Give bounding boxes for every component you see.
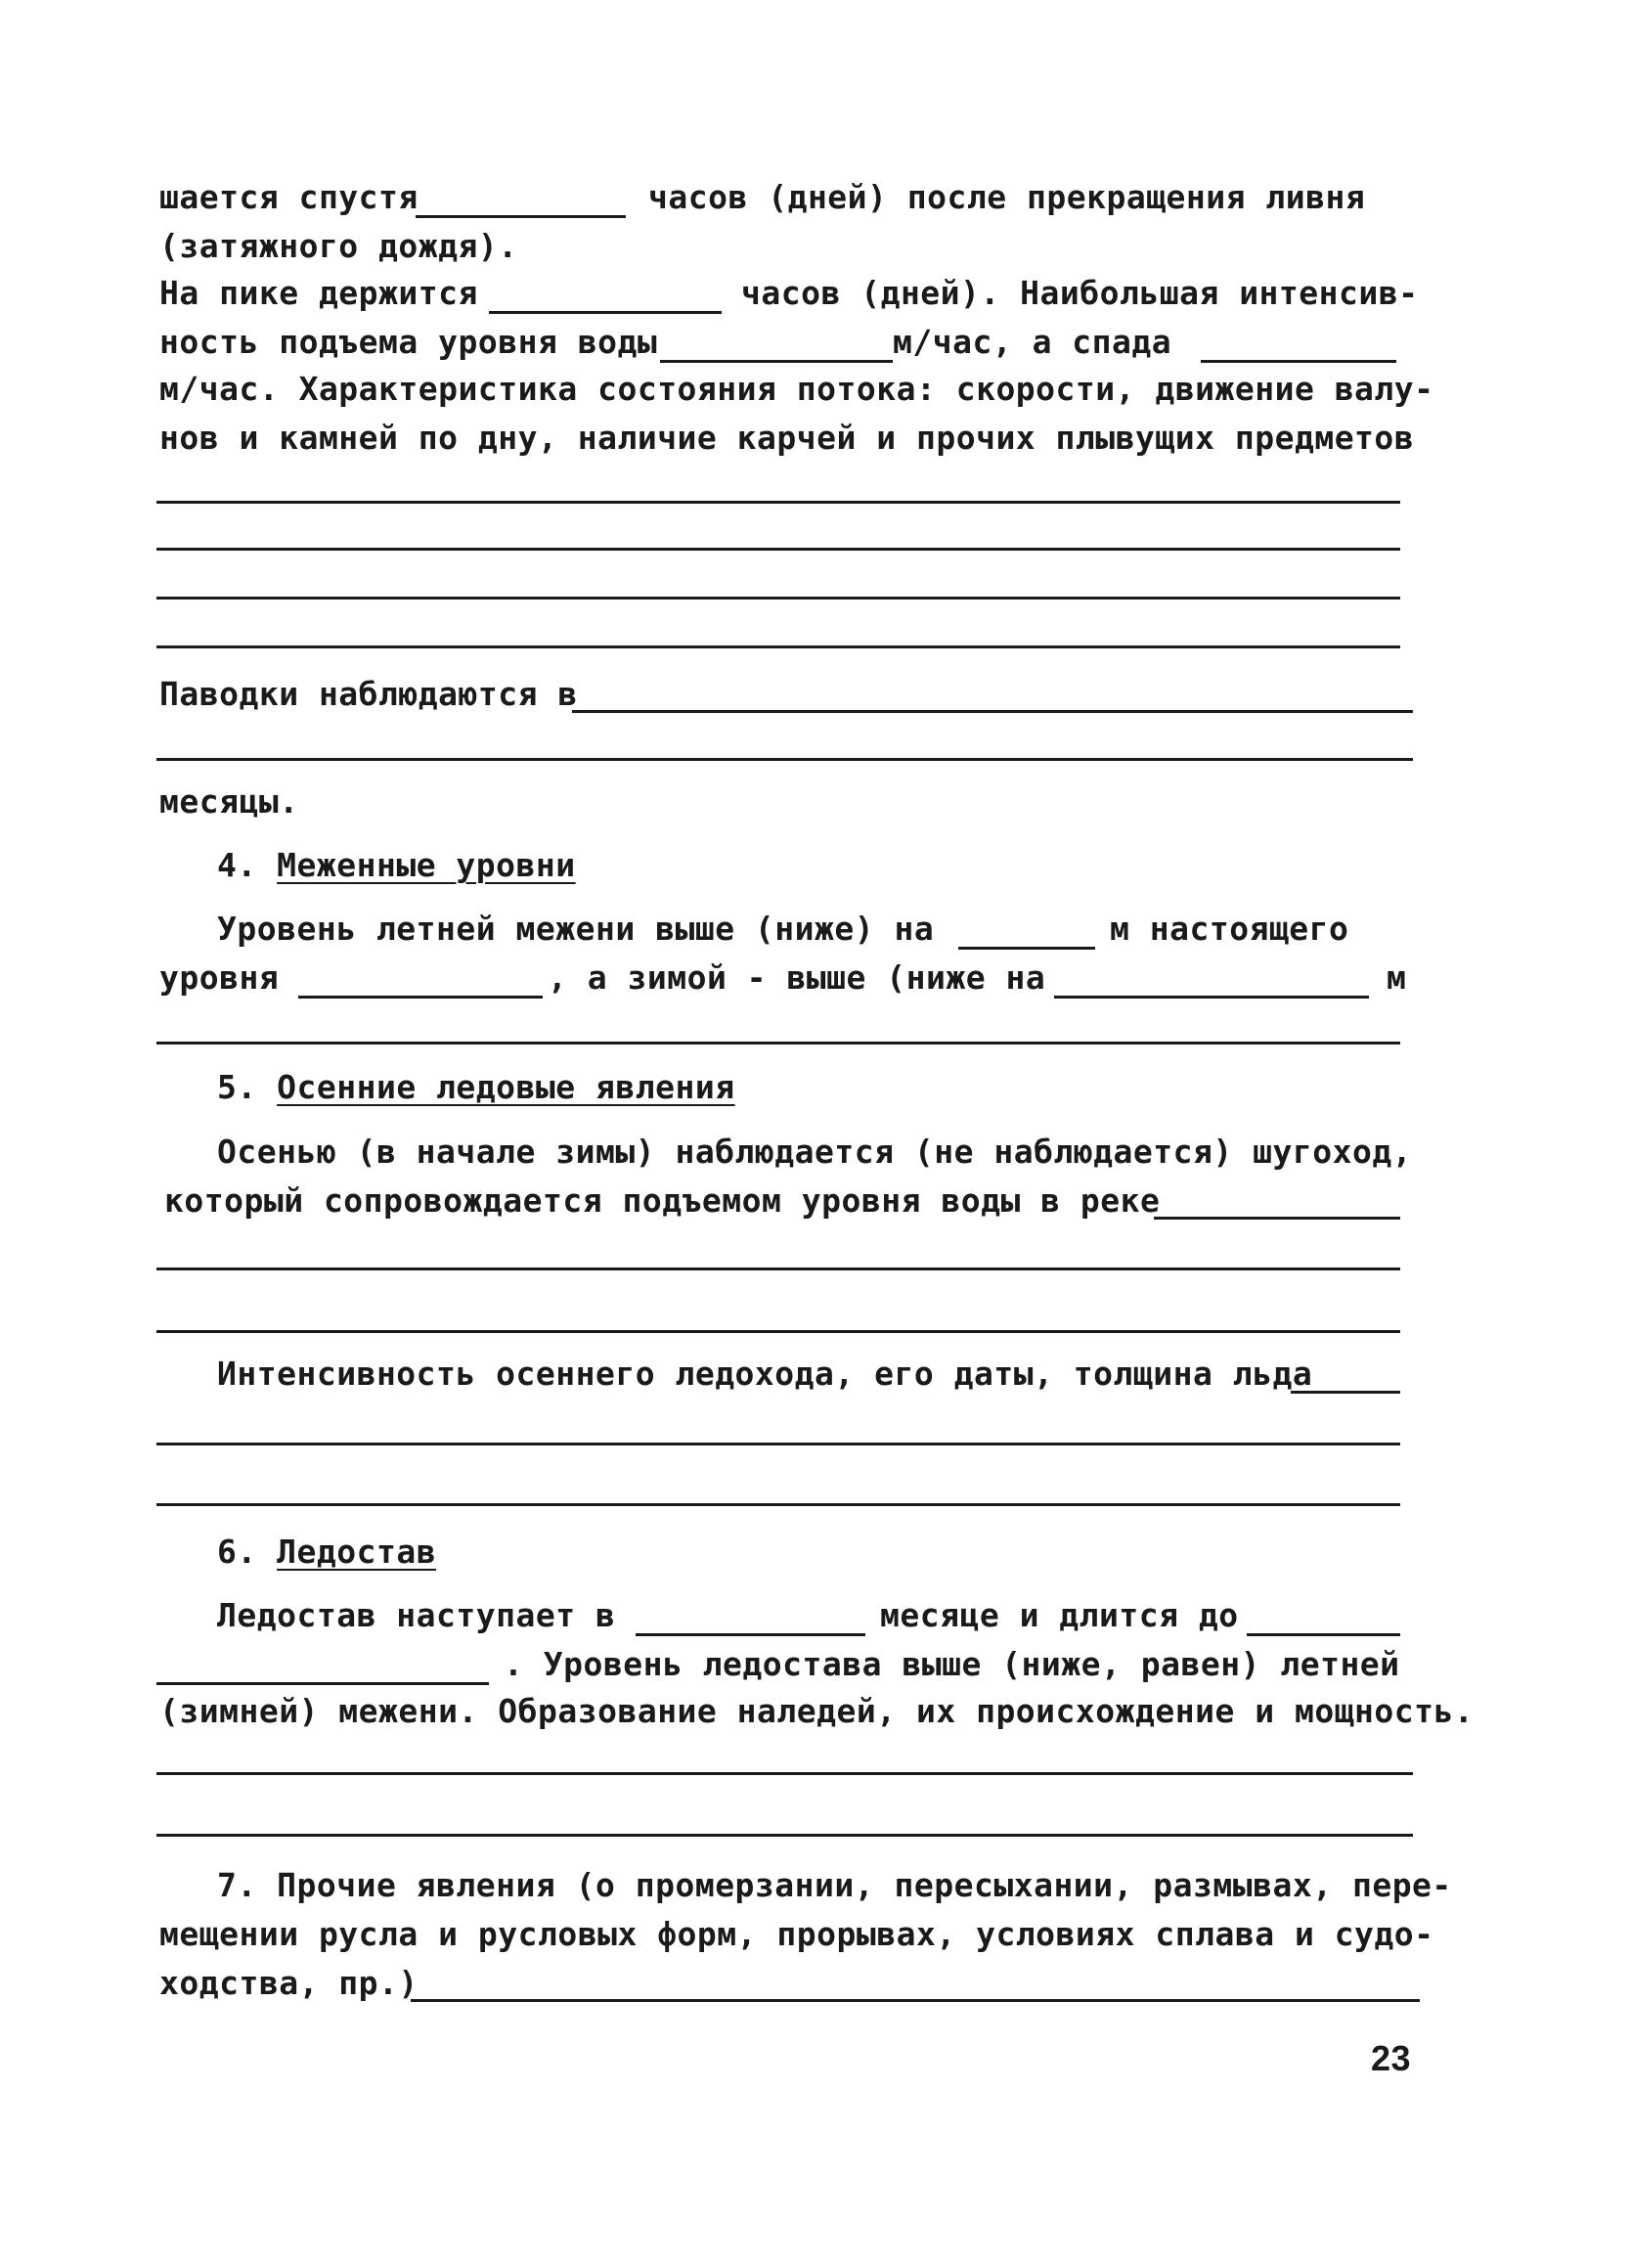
section-heading — [217, 846, 576, 885]
section-number: 5. — [217, 1068, 257, 1106]
section-number: 6. — [217, 1533, 257, 1571]
text-line: часов (дней) после прекращения ливня — [648, 178, 1366, 216]
fill-in-line[interactable] — [156, 758, 1413, 761]
fill-in-line[interactable] — [156, 1772, 1413, 1775]
section-heading — [217, 1068, 735, 1107]
text-line: м настоящего — [1110, 910, 1349, 948]
page-number: 23 — [1371, 2038, 1412, 2078]
fill-in-line[interactable] — [156, 548, 1400, 551]
text-line: Ледостав наступает в — [217, 1596, 616, 1634]
fill-in-blank[interactable] — [298, 996, 543, 999]
text-line: часов (дней). Наибольшая интенсив- — [741, 274, 1419, 312]
section-title: Осенние ледовые явления — [277, 1068, 735, 1106]
fill-in-blank[interactable] — [1247, 1633, 1400, 1636]
text-line: который сопровождается подъемом уровня воды в реке — [164, 1181, 1161, 1220]
text-line: месяцы. — [159, 782, 299, 821]
text-line: На пике держится — [159, 274, 478, 312]
section-title: Ледостав — [277, 1533, 437, 1571]
fill-in-blank[interactable] — [489, 311, 722, 314]
text-line: м — [1387, 958, 1407, 997]
text-line: ходства, пр.) — [159, 1964, 419, 2002]
fill-in-line[interactable] — [156, 1267, 1400, 1270]
fill-in-blank[interactable] — [1291, 1391, 1400, 1394]
text-line: (зимней) межени. Образование наледей, их происхождение и мощность. — [159, 1692, 1475, 1730]
fill-in-blank[interactable] — [660, 360, 893, 363]
text-line: нов и камней по дну, наличие карчей и прочих плывущих предметов — [159, 419, 1415, 457]
text-line: (затяжного дождя). — [159, 227, 518, 265]
text-line: мещении русла и русловых форм, прорывах, условиях сплава и судо- — [159, 1915, 1434, 1953]
text-line: шается спустя — [159, 178, 419, 216]
text-line: уровня — [159, 958, 280, 997]
text-line: ность подъема уровня воды — [159, 323, 658, 361]
fill-in-line[interactable] — [156, 1503, 1400, 1506]
fill-in-line[interactable] — [156, 1443, 1400, 1445]
text-line: Осенью (в начале зимы) наблюдается (не наблюдается) шугоход, — [217, 1133, 1413, 1171]
fill-in-blank[interactable] — [572, 710, 1413, 713]
section-heading — [217, 1533, 436, 1572]
fill-in-blank[interactable] — [1154, 1217, 1400, 1220]
text-line: Паводки наблюдаются в — [159, 675, 578, 713]
text-line: м/час, а спада — [893, 323, 1172, 361]
text-line: Уровень летней межени выше (ниже) на — [217, 910, 935, 948]
fill-in-line[interactable] — [156, 597, 1400, 600]
fill-in-blank[interactable] — [156, 1682, 489, 1685]
text-line: 7. Прочие явления (о промерзании, пересыхании, размывах, пере- — [217, 1866, 1452, 1904]
fill-in-blank[interactable] — [416, 215, 626, 218]
fill-in-blank[interactable] — [1054, 996, 1369, 999]
fill-in-line[interactable] — [156, 1834, 1413, 1837]
section-title: Меженные уровни — [277, 846, 576, 884]
fill-in-line[interactable] — [156, 1330, 1400, 1333]
fill-in-blank[interactable] — [411, 1999, 1420, 2002]
text-line: , а зимой - выше (ниже на — [548, 958, 1046, 997]
fill-in-blank[interactable] — [958, 947, 1095, 950]
fill-in-blank[interactable] — [636, 1633, 865, 1636]
fill-in-line[interactable] — [156, 645, 1400, 648]
text-line: месяце и длится до — [880, 1596, 1239, 1634]
text-line: м/час. Характеристика состояния потока: скорости, движение валу- — [159, 370, 1434, 408]
text-line: Интенсивность осеннего ледохода, его даты, толщина льда — [217, 1355, 1313, 1393]
fill-in-line[interactable] — [156, 1042, 1400, 1045]
section-number: 4. — [217, 846, 257, 884]
text-line: . Уровень ледостава выше (ниже, равен) летней — [504, 1645, 1400, 1683]
fill-in-line[interactable] — [156, 501, 1400, 504]
fill-in-blank[interactable] — [1201, 360, 1396, 363]
